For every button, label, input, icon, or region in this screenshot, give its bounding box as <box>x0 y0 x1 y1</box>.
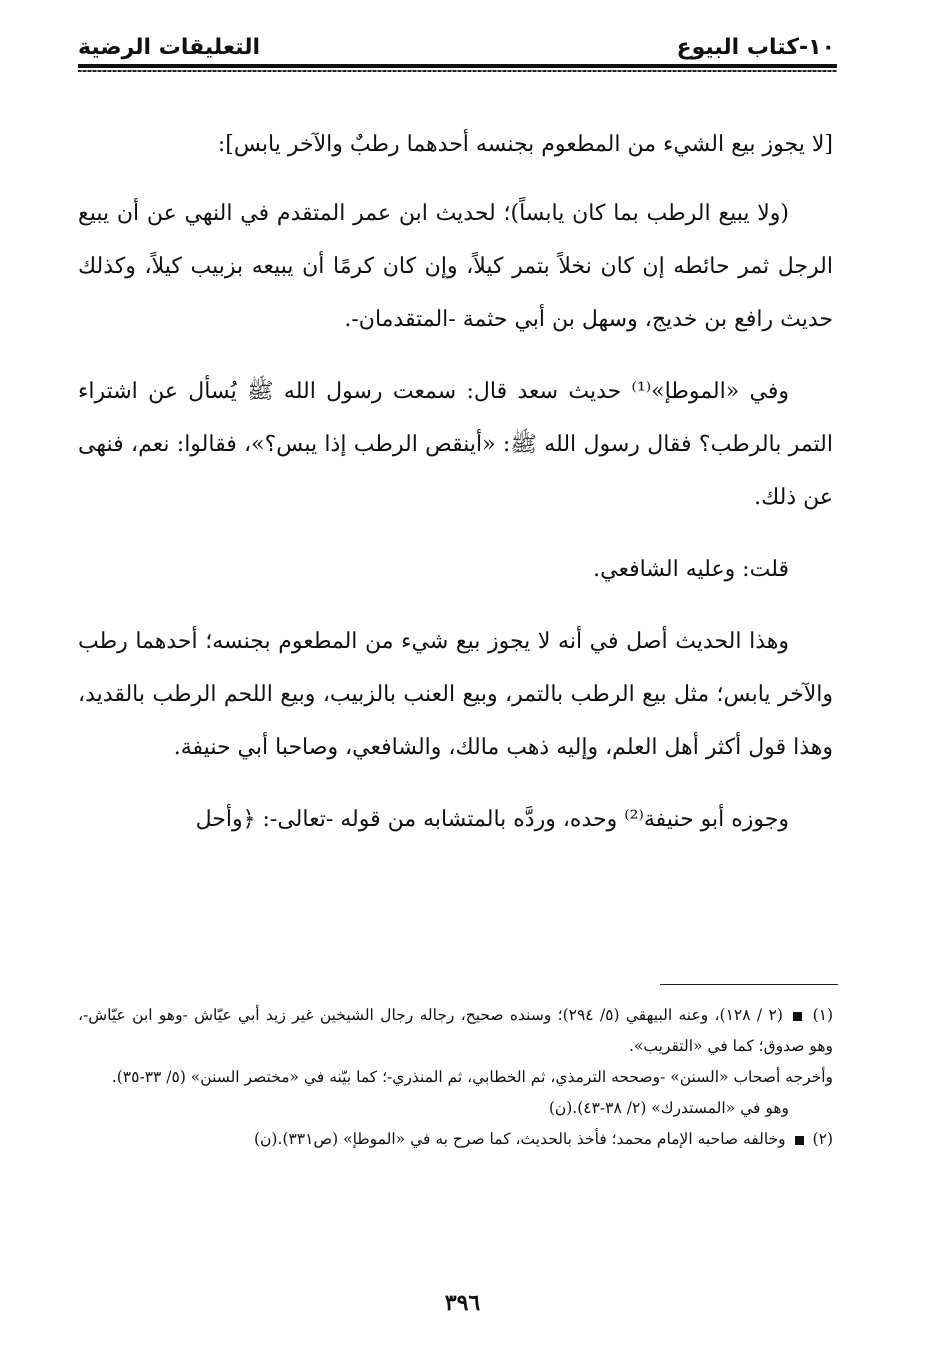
main-text <box>78 118 833 865</box>
footnotes <box>78 1000 833 1155</box>
paragraph: قلت: وعليه الشافعي. <box>593 557 789 582</box>
paragraph: وفي «الموطإ»⁽¹⁾ حديث سعد قال: سمعت رسول الله ﷺ يُسأل عن اشتراء التمر بالرطب؟ فقال رسول الله ﷺ: «أينقص الرطب إذا يبس؟»، فقالوا: نعم، فنهى عن ذلك. <box>78 379 833 510</box>
footnote-text: وخالفه صاحبه الإمام محمد؛ فأخذ بالحديث، كما صرح به في «الموطإ» (ص٣٣١).(ن) <box>253 1130 786 1148</box>
square-marker-icon <box>795 1136 804 1145</box>
paragraph: (ولا يبيع الرطب بما كان يابساً)؛ لحديث ابن عمر المتقدم في النهي عن أن يبيع الرجل ثمر حائطه إن كان نخلاً بتمر كيلاً، وإن كان كرمًا أن يبيعه بزبيب كيلاً، وكذلك حديث رافع بن خديج، وسهل بن أبي حثمة -المتقدمان-. <box>78 201 833 332</box>
square-marker-icon <box>793 1012 802 1021</box>
footnote-number: (٢) <box>812 1130 833 1148</box>
section-heading: [لا يجوز بيع الشيء من المطعوم بجنسه أحدهما رطبٌ والآخر يابس]: <box>217 132 833 157</box>
paragraph: وجوزه أبو حنيفة⁽²⁾ وحده، وردَّه بالمتشابه من قوله -تعالى-: ﴿وأحل <box>195 807 789 832</box>
footnote-text: (٢ / ١٢٨)، وعنه البيهقي (٥/ ٢٩٤)؛ وسنده صحيح، رجاله رجال الشيخين غير زيد أبي عيّاش -وهو ابن عيّاش-، وهو صدوق؛ كما في «التقريب». <box>78 1006 833 1055</box>
footnote-number: (١) <box>812 1006 834 1024</box>
chapter-title: ١٠-كتاب البيوع <box>676 35 835 60</box>
header-rule <box>78 64 837 68</box>
footnote-1-continued: وأخرجه أصحاب «السنن» -وصححه الترمذي، ثم الخطابي، ثم المنذري-؛ كما بيّنه في «مختصر السنن» (٥/ ٣٣-٣٥). <box>111 1068 833 1086</box>
paragraph: وهذا الحديث أصل في أنه لا يجوز بيع شيء من المطعوم بجنسه؛ أحدهما رطب والآخر يابس؛ مثل بيع الرطب بالتمر، وبيع العنب بالزبيب، وبيع اللحم الرطب بالقديد، وهذا قول أكثر أهل العلم، وإليه ذهب مالك، والشافعي، وصاحبا أبي حنيفة. <box>78 629 833 760</box>
footnote-1 <box>78 1000 833 1062</box>
footnote-separator <box>660 984 838 985</box>
book-title: التعليقات الرضية <box>78 35 261 60</box>
header-rule-dotted <box>78 70 837 72</box>
running-header <box>78 30 835 60</box>
page-number: ٣٩٦ <box>444 1290 481 1316</box>
footnote-2 <box>78 1124 833 1155</box>
footnote-1-mustadrak: وهو في «المستدرك» (٢/ ٣٨-٤٣).(ن) <box>548 1099 789 1117</box>
